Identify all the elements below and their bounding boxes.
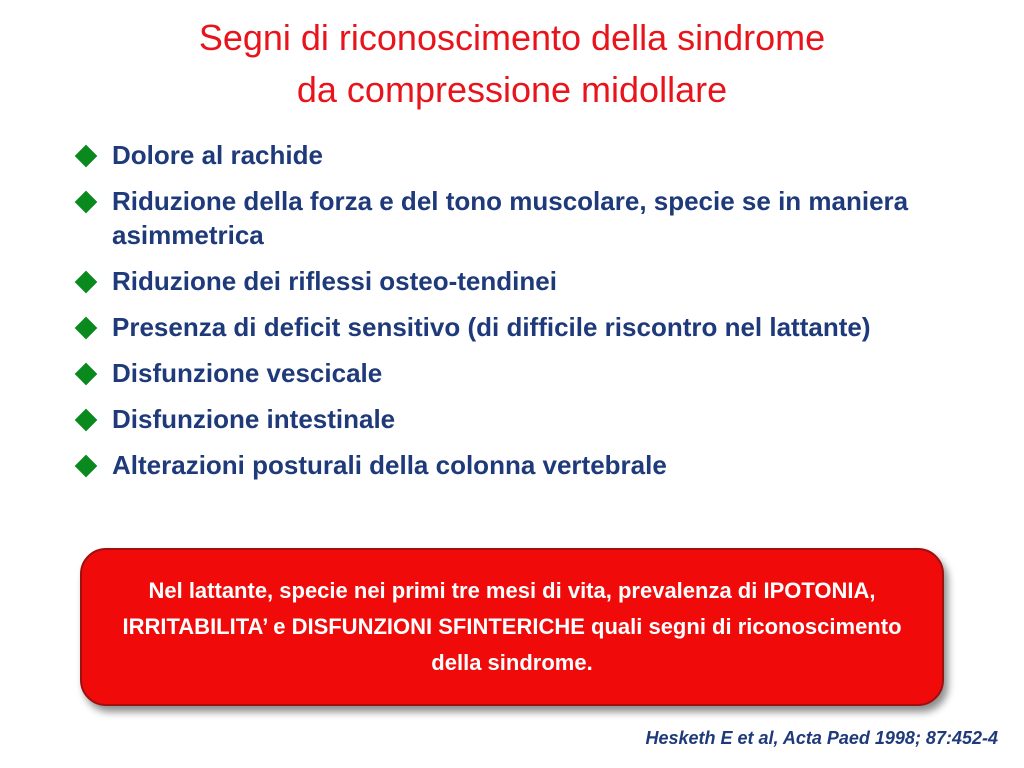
bullet-item (76, 184, 956, 252)
diamond-bullet-icon (75, 145, 98, 168)
bullet-item (76, 138, 956, 172)
citation: Hesketh E et al, Acta Paed 1998; 87:452-4 (645, 728, 998, 748)
bullet-item (76, 310, 956, 344)
diamond-bullet-icon (75, 317, 98, 340)
callout-box (80, 548, 944, 706)
diamond-bullet-icon (75, 409, 98, 432)
bullet-text: Alterazioni posturali della colonna vertebrale (112, 450, 667, 480)
bullet-item (76, 402, 956, 436)
diamond-bullet-icon (75, 363, 98, 386)
slide-title-line-1: Segni di riconoscimento della sindrome (198, 17, 826, 58)
bullet-text: Riduzione dei riflessi osteo-tendinei (112, 266, 557, 296)
bullet-item (76, 264, 956, 298)
bullet-text: Presenza di deficit sensitivo (di difficile riscontro nel lattante) (112, 312, 871, 342)
bullet-text: Riduzione della forza e del tono muscolare, specie se in maniera asimmetrica (112, 186, 909, 250)
bullet-item (76, 356, 956, 390)
bullet-text: Dolore al rachide (112, 140, 323, 170)
diamond-bullet-icon (75, 455, 98, 478)
slide-title-line-2: da compressione midollare (296, 69, 728, 110)
bullet-text: Disfunzione intestinale (112, 404, 396, 434)
bullet-list (76, 138, 956, 494)
bullet-text: Disfunzione vescicale (112, 358, 383, 388)
slide-title (0, 12, 1024, 116)
diamond-bullet-icon (75, 191, 98, 214)
callout-text: Nel lattante, specie nei primi tre mesi di vita, prevalenza di IPOTONIA, IRRITABILITA’ e DISFUNZIONI SFINTERICHE quali segni di riconoscimento della sindrome. (122, 578, 902, 675)
bullet-item (76, 448, 956, 482)
diamond-bullet-icon (75, 271, 98, 294)
